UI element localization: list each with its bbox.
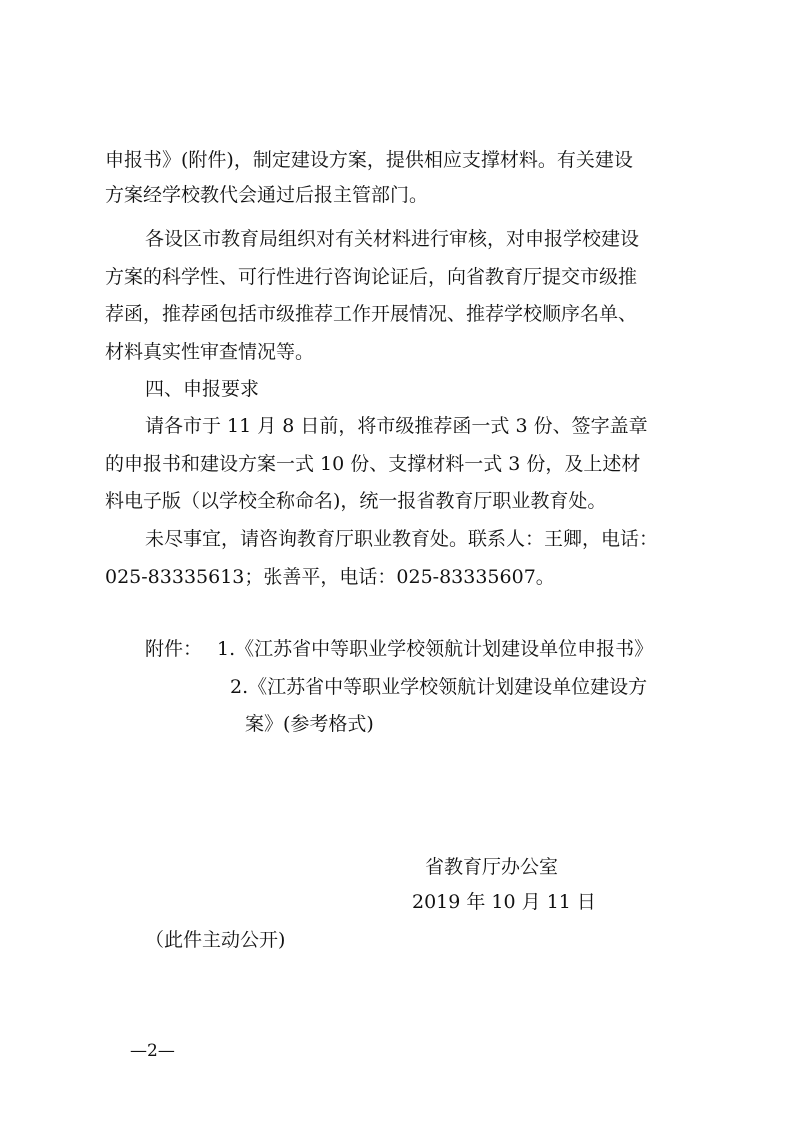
attachment-item-1: 1.《江苏省中等职业学校领航计划建设单位申报书》 — [217, 638, 654, 660]
section-heading: 四、申报要求 — [145, 378, 260, 400]
attachments-label: 附件： — [145, 638, 203, 660]
para1-line2: 方案经学校教代会通过后报主管部门。 — [105, 184, 429, 206]
section4-line2: 的申报书和建设方案一式 10 份、支撑材料一式 3 份，及上述材 — [105, 453, 641, 475]
attachment-item-2-line1: 2.《江苏省中等职业学校领航计划建设单位建设方 — [230, 676, 648, 698]
para2-line4: 材料真实性审查情况等。 — [105, 341, 315, 363]
page-number: —2— — [130, 1041, 175, 1061]
para2-line3: 荐函，推荐函包括市级推荐工作开展情况、推荐学校顺序名单、 — [105, 303, 638, 325]
para2-line1: 各设区市教育局组织对有关材料进行审核，对申报学校建设 — [145, 228, 640, 250]
disclosure-note: （此件主动公开) — [145, 929, 286, 951]
section4-line3: 料电子版（以学校全称命名)，统一报省教育厅职业教育处。 — [105, 490, 607, 512]
signature-date: 2019 年 10 月 11 日 — [412, 891, 596, 913]
contact-line2: 025-83335613；张善平，电话：025-83335607。 — [105, 566, 555, 588]
para1-line1: 申报书》(附件)，制定建设方案，提供相应支撑材料。有关建设 — [105, 149, 633, 171]
signature-org: 省教育厅办公室 — [425, 856, 559, 878]
section4-line1: 请各市于 11 月 8 日前，将市级推荐函一式 3 份、签字盖章 — [145, 415, 648, 437]
contact-line1: 未尽事宜，请咨询教育厅职业教育处。联系人：王卿，电话： — [145, 528, 659, 550]
attachment-item-2-line2: 案》(参考格式) — [245, 713, 374, 735]
para2-line2: 方案的科学性、可行性进行咨询论证后，向省教育厅提交市级推 — [105, 266, 638, 288]
